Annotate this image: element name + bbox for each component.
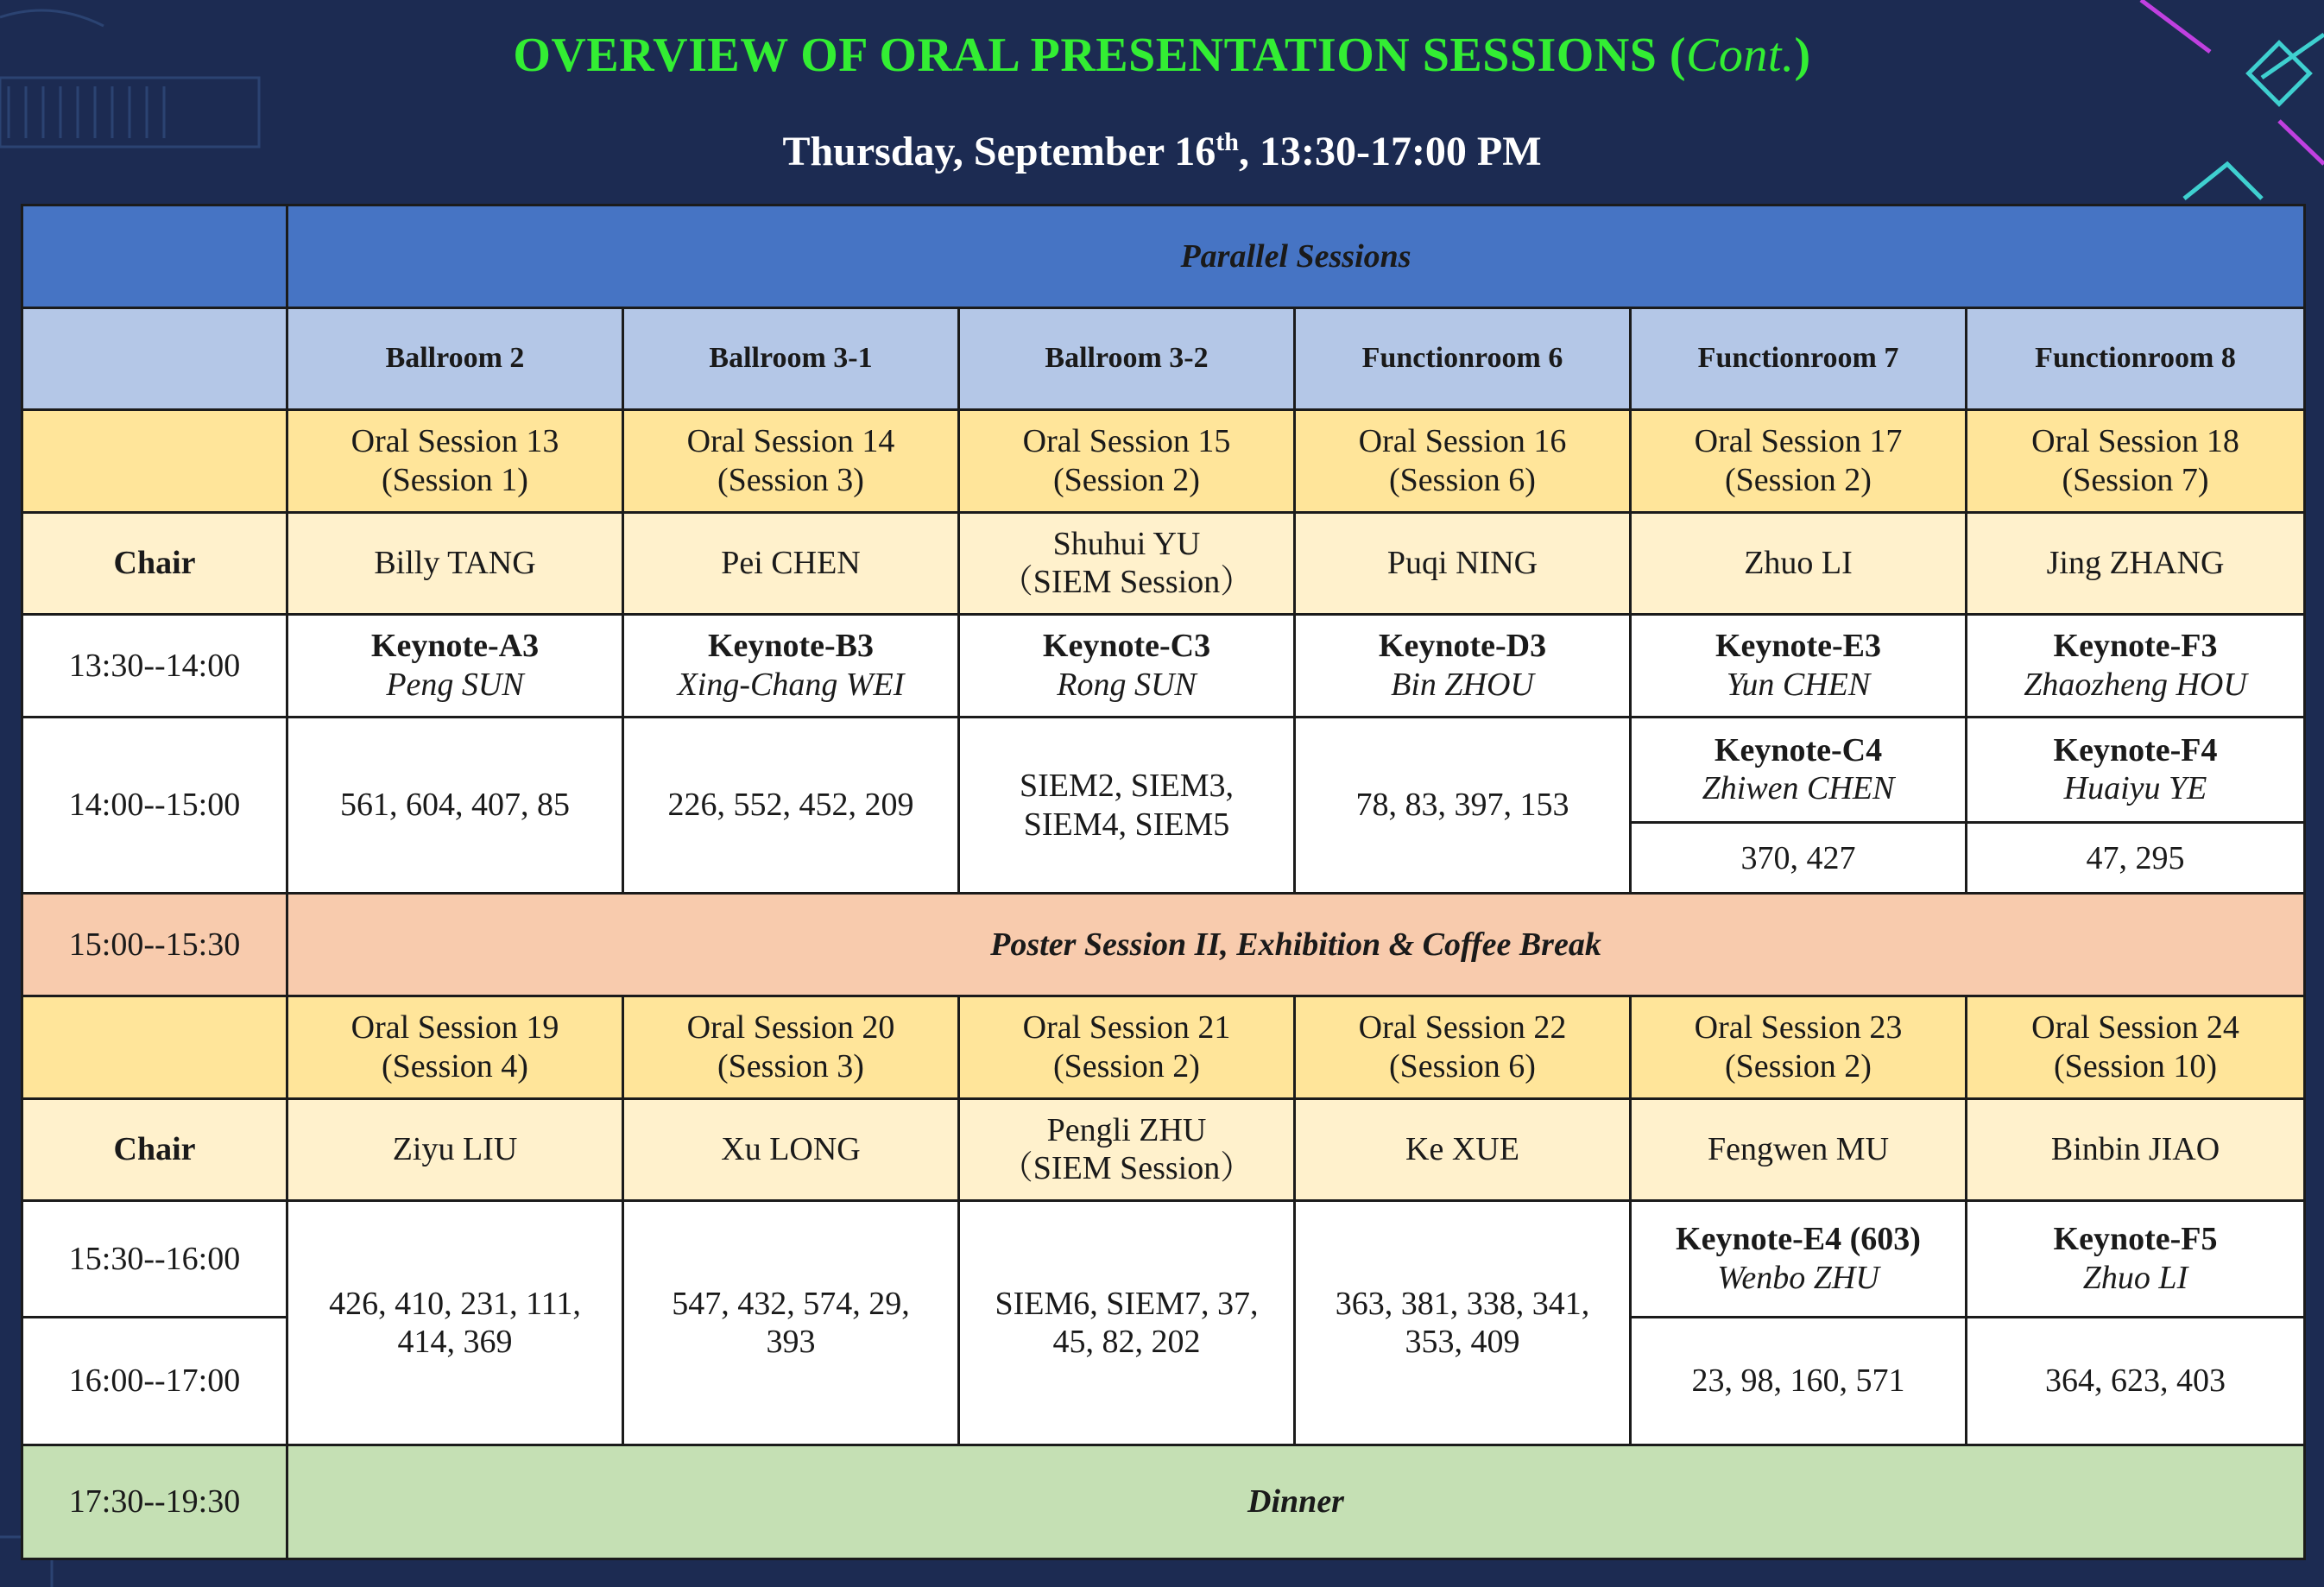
keynote-id: Keynote-C4	[1714, 731, 1883, 768]
page-title: OVERVIEW OF ORAL PRESENTATION SESSIONS (Cont.)	[513, 28, 1811, 82]
keynote-speaker: Huaiyu YE	[2063, 770, 2207, 807]
session-name: Oral Session 18	[2031, 423, 2239, 460]
session-label-cell	[22, 996, 287, 1099]
keynote-cell	[623, 615, 959, 718]
keynote-speaker: Xing-Chang WEI	[677, 666, 905, 703]
keynote-id: Keynote-B3	[707, 628, 875, 665]
session-name: Oral Session 22	[1358, 1009, 1567, 1046]
keynote-cell	[1967, 717, 2305, 823]
session-cell	[1295, 996, 1631, 1099]
papers-cell: SIEM6, SIEM7, 37, 45, 82, 202	[959, 1201, 1295, 1445]
chair-name: Shuhui YU	[1052, 525, 1201, 562]
room-corner-cell	[22, 307, 287, 410]
keynote-speaker: Bin ZHOU	[1391, 666, 1534, 703]
papers-cell: 363, 381, 338, 341, 353, 409	[1295, 1201, 1631, 1445]
chair-name: Zhuo LI	[1631, 512, 1967, 615]
chair-row	[22, 512, 2305, 615]
chair-name: Binbin JIAO	[1967, 1098, 2305, 1201]
session-cell	[287, 996, 623, 1099]
chair-cell	[959, 1098, 1295, 1201]
keynote-speaker: Peng SUN	[386, 666, 524, 703]
session-name: Oral Session 21	[1022, 1009, 1231, 1046]
session-cell	[1967, 996, 2305, 1099]
keynote-speaker: Wenbo ZHU	[1717, 1259, 1879, 1296]
session-track: (Session 6)	[1389, 1047, 1536, 1084]
time-cell: 13:30--14:00	[22, 615, 287, 718]
keynote-row	[22, 615, 2305, 718]
chair-label: Chair	[22, 512, 287, 615]
session-name: Oral Session 15	[1022, 423, 1231, 460]
keynote-speaker: Zhiwen CHEN	[1702, 770, 1895, 807]
parallel-header-row	[22, 205, 2305, 308]
session-cell	[959, 996, 1295, 1099]
session-cell	[1967, 410, 2305, 513]
chair-row	[22, 1098, 2305, 1201]
room-header: Ballroom 3-2	[959, 307, 1295, 410]
session-cell	[287, 410, 623, 513]
papers-cell: 226, 552, 452, 209	[623, 717, 959, 894]
chair-name: Xu LONG	[623, 1098, 959, 1201]
keynote-id: Keynote-E4 (603)	[1676, 1221, 1921, 1258]
chair-name: Billy TANG	[287, 512, 623, 615]
papers-cell: 370, 427	[1631, 823, 1967, 894]
papers-cell: 364, 623, 403	[1967, 1317, 2305, 1445]
keynote-id: Keynote-F4	[2053, 731, 2218, 768]
chair-name: Pengli ZHU	[1046, 1111, 1207, 1148]
keynote-cell	[1631, 1201, 1967, 1318]
chair-name: Ziyu LIU	[287, 1098, 623, 1201]
session-name: Oral Session 23	[1694, 1009, 1903, 1046]
papers-cell: 426, 410, 231, 111, 414, 369	[287, 1201, 623, 1445]
time-cell: 14:00--15:00	[22, 717, 287, 894]
session-name: Oral Session 24	[2031, 1009, 2239, 1046]
session-name: Oral Session 17	[1694, 423, 1903, 460]
session-track: (Session 3)	[717, 461, 864, 498]
session-cell	[623, 410, 959, 513]
session-track: (Session 4)	[382, 1047, 528, 1084]
chair-name: Fengwen MU	[1631, 1098, 1967, 1201]
keynote-id: Keynote-F5	[2053, 1221, 2218, 1258]
session-track: (Session 2)	[1053, 461, 1200, 498]
break-label: Poster Session II, Exhibition & Coffee Break	[287, 894, 2305, 996]
session-label-cell	[22, 410, 287, 513]
session-name: Oral Session 14	[686, 423, 895, 460]
chair-note: （SIEM Session）	[1000, 1150, 1254, 1187]
room-header: Functionroom 7	[1631, 307, 1967, 410]
keynote-cell	[1295, 615, 1631, 718]
room-header: Functionroom 6	[1295, 307, 1631, 410]
session-cell	[1295, 410, 1631, 513]
chair-name: Ke XUE	[1295, 1098, 1631, 1201]
session-track: (Session 1)	[382, 461, 528, 498]
session-cell	[623, 996, 959, 1099]
chair-note: （SIEM Session）	[1000, 564, 1254, 601]
papers-cell: 547, 432, 574, 29, 393	[623, 1201, 959, 1445]
page-subtitle: Thursday, September 16th, 13:30-17:00 PM	[782, 128, 1542, 174]
session-cell	[959, 410, 1295, 513]
session-name: Oral Session 13	[350, 423, 559, 460]
papers-cell: 47, 295	[1967, 823, 2305, 894]
dinner-row	[22, 1445, 2305, 1559]
session-track: (Session 3)	[717, 1047, 864, 1084]
session-name: Oral Session 20	[686, 1009, 895, 1046]
keynote-speaker: Rong SUN	[1057, 666, 1197, 703]
corner-cell	[22, 205, 287, 308]
papers-row	[22, 717, 2305, 823]
keynote-id: Keynote-D3	[1378, 628, 1547, 665]
papers-cell: SIEM2, SIEM3, SIEM4, SIEM5	[959, 717, 1295, 894]
time-cell: 15:00--15:30	[22, 894, 287, 996]
keynote-cell	[287, 615, 623, 718]
keynote-speaker: Yun CHEN	[1726, 666, 1871, 703]
keynote-speaker: Zhuo LI	[2082, 1259, 2188, 1296]
room-header: Ballroom 3-1	[623, 307, 959, 410]
session-name: Oral Session 19	[350, 1009, 559, 1046]
keynote-id: Keynote-C3	[1042, 628, 1211, 665]
papers-cell: 23, 98, 160, 571	[1631, 1317, 1967, 1445]
chair-name: Puqi NING	[1295, 512, 1631, 615]
keynote-cell	[1967, 1201, 2305, 1318]
session-cell	[1631, 410, 1967, 513]
time-cell: 16:00--17:00	[22, 1317, 287, 1445]
dinner-label: Dinner	[287, 1445, 2305, 1559]
chair-label: Chair	[22, 1098, 287, 1201]
parallel-sessions-header: Parallel Sessions	[287, 205, 2305, 308]
papers-cell: 561, 604, 407, 85	[287, 717, 623, 894]
time-cell: 15:30--16:00	[22, 1201, 287, 1318]
time-cell: 17:30--19:30	[22, 1445, 287, 1559]
session-track: (Session 10)	[2054, 1047, 2217, 1084]
session-track: (Session 2)	[1053, 1047, 1200, 1084]
session-track: (Session 6)	[1389, 461, 1536, 498]
keynote-cell	[1631, 717, 1967, 823]
session-row	[22, 410, 2305, 513]
session-row	[22, 996, 2305, 1099]
room-header-row	[22, 307, 2305, 410]
chair-name: Jing ZHANG	[1967, 512, 2305, 615]
schedule-table	[21, 204, 2306, 1560]
chair-cell	[959, 512, 1295, 615]
session-track: (Session 2)	[1725, 1047, 1872, 1084]
session-name: Oral Session 16	[1358, 423, 1567, 460]
break-row	[22, 894, 2305, 996]
keynote-id: Keynote-F3	[2053, 628, 2218, 665]
chair-name: Pei CHEN	[623, 512, 959, 615]
session-cell	[1631, 996, 1967, 1099]
keynote-cell	[959, 615, 1295, 718]
keynote-row	[22, 1201, 2305, 1318]
session-track: (Session 2)	[1725, 461, 1872, 498]
keynote-cell	[1967, 615, 2305, 718]
papers-cell: 78, 83, 397, 153	[1295, 717, 1631, 894]
keynote-cell	[1631, 615, 1967, 718]
room-header: Ballroom 2	[287, 307, 623, 410]
keynote-id: Keynote-A3	[370, 628, 540, 665]
session-track: (Session 7)	[2062, 461, 2209, 498]
room-header: Functionroom 8	[1967, 307, 2305, 410]
keynote-id: Keynote-E3	[1715, 628, 1882, 665]
keynote-speaker: Zhaozheng HOU	[2024, 666, 2247, 703]
